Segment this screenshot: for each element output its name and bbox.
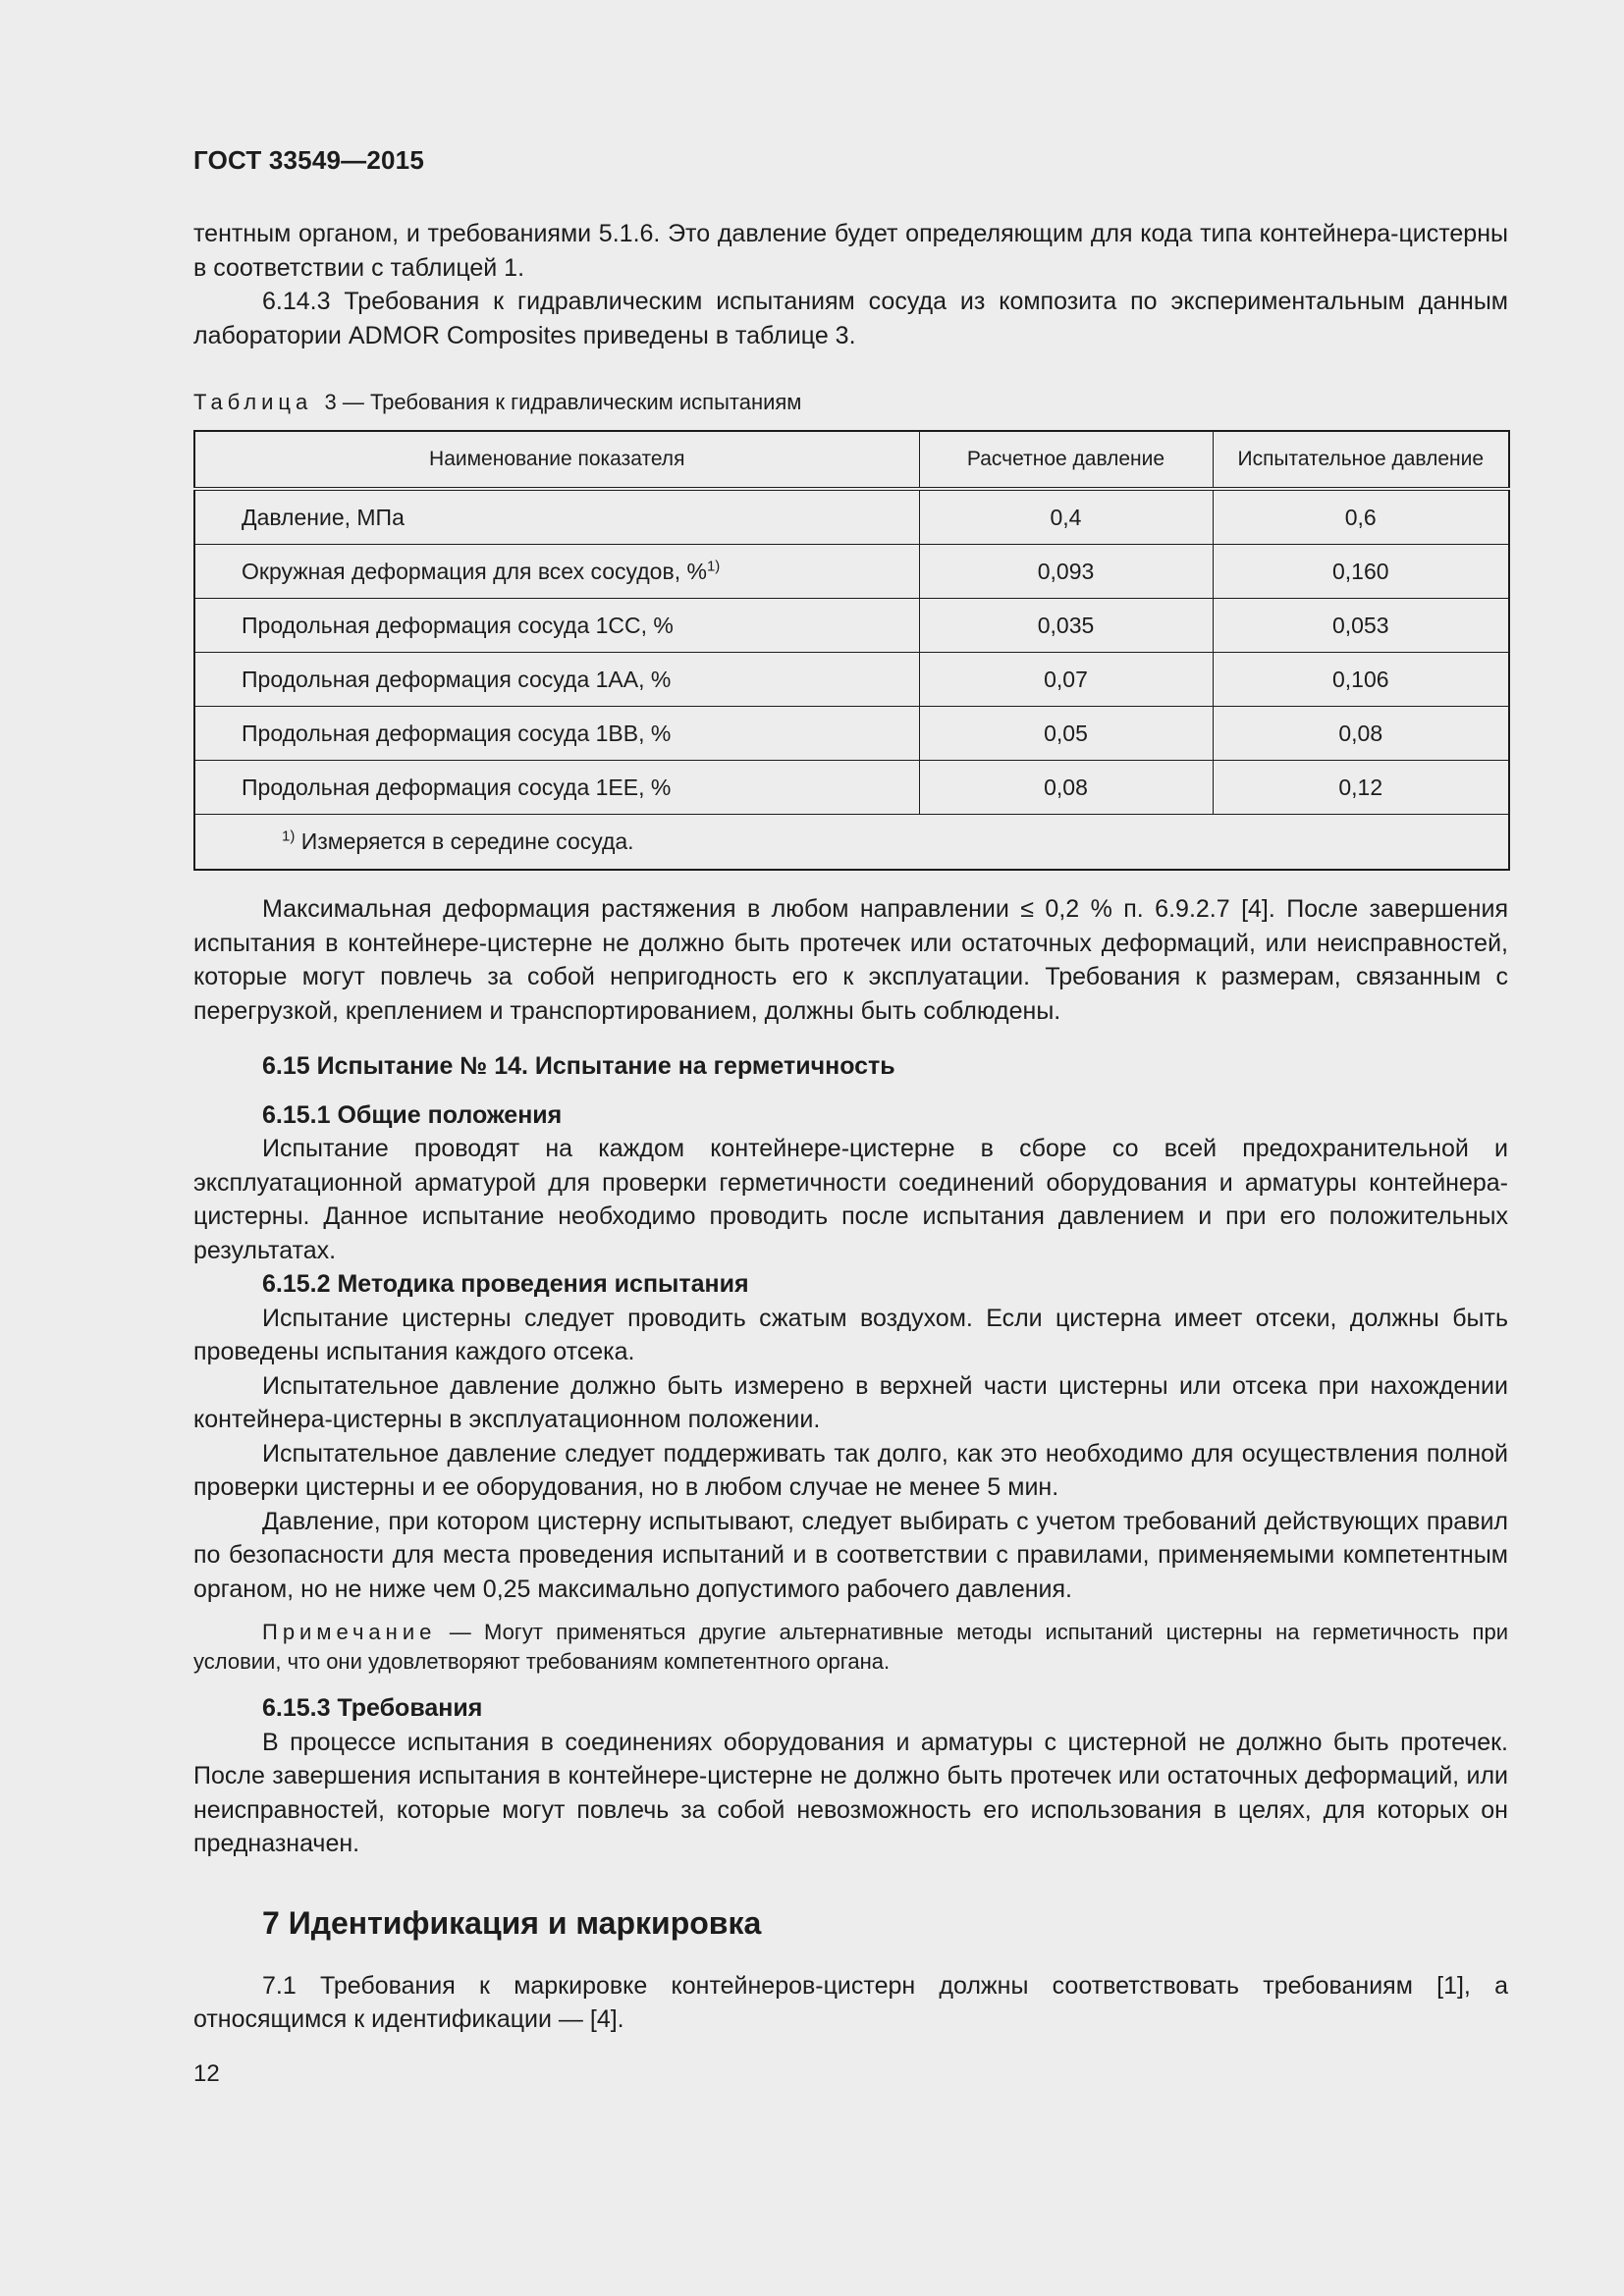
design-pressure-value: 0,05 [919, 707, 1213, 761]
paragraph-6-14-3: 6.14.3 Требования к гидравлическим испытаниям сосуда из композита по экспериментальным данным лаборатории ADMOR Composites приведены в таблице 3. [193, 288, 1508, 349]
test-pressure-value: 0,6 [1213, 489, 1509, 545]
test-pressure-value: 0,12 [1213, 761, 1509, 815]
column-header-indicator: Наименование показателя [194, 431, 919, 489]
table-row [194, 653, 1509, 707]
design-pressure-value: 0,08 [919, 761, 1213, 815]
footnote-text: Измеряется в середине сосуда. [300, 828, 634, 854]
paragraph-continuation: тентным органом, и требованиями 5.1.6. Это давление будет определяющим для кода типа контейнера-цистерны в соответствии с таблицей 1. [193, 220, 1508, 282]
table-row [194, 761, 1509, 815]
table-header-row [194, 431, 1509, 489]
section-heading-6-15: 6.15 Испытание № 14. Испытание на герметичность [262, 1052, 895, 1080]
paragraph-6-15-1: Испытание проводят на каждом контейнере-цистерне в сборе со всей предохранительной и эксплуатационной арматурой для проверки герметичности соединений оборудования и арматуры контейнера-цистерны. Данное испытание необходимо проводить после испытания давлением и при его положительных результатах. [193, 1135, 1508, 1264]
table-caption [193, 390, 1508, 415]
footnote-mark: 1) [282, 828, 296, 845]
section-heading-6-15-3: 6.15.3 Требования [262, 1694, 483, 1722]
row-label: Давление, МПа [194, 489, 919, 545]
note-text: — Могут применяться другие альтернативные методы испытаний цистерны на герметичность при условии, что они удовлетворяют требованиям компетентного органа. [193, 1620, 1508, 1674]
table-caption-text: 3 — Требования к гидравлическим испытаниям [324, 390, 802, 414]
paragraph-7-1: 7.1 Требования к маркировке контейнеров-цистерн должны соответствовать требованиям [1], а относящимся к идентификации — [4]. [193, 1971, 1508, 2033]
table-row [194, 707, 1509, 761]
page-number: 12 [193, 2059, 220, 2087]
design-pressure-value: 0,093 [919, 545, 1213, 599]
row-label: Продольная деформация сосуда 1СС, % [194, 599, 919, 653]
page-content [193, 145, 1508, 2088]
row-label: Продольная деформация сосуда 1ВВ, % [194, 707, 919, 761]
row-label: Окружная деформация для всех сосудов, %$^{1)}$ [194, 545, 919, 599]
row-label: Продольная деформация сосуда 1АА, % [194, 653, 919, 707]
note-label: Примечание [262, 1620, 437, 1644]
column-header-test-pressure: Испытательное давление [1213, 431, 1509, 489]
table-row [194, 489, 1509, 545]
test-pressure-value: 0,106 [1213, 653, 1509, 707]
chapter-heading-7: 7 Идентификация и маркировка [262, 1904, 762, 1941]
row-label: Продольная деформация сосуда 1ЕЕ, % [194, 761, 919, 815]
paragraph-6-15-2-c: Испытательное давление следует поддерживать так долго, как это необходимо для осуществления полной проверки цистерны и ее оборудования, но в любом случае не менее 5 мин. [193, 1439, 1508, 1501]
design-pressure-value: 0,4 [919, 489, 1213, 545]
paragraph-max-deformation: Максимальная деформация растяжения в любом направлении ≤ 0,2 % п. 6.9.2.7 [4]. После завершения испытания в контейнере-цистерне не должно быть протечек или остаточных деформаций, или неисправностей, которые могут повлечь за собой непригодность его к эксплуатации. Требования к размерам, связанным с перегрузкой, креплением и транспортированием, должны быть соблюдены. [193, 895, 1508, 1025]
section-heading-6-15-2: 6.15.2 Методика проведения испытания [262, 1270, 749, 1298]
table-footnote [194, 815, 1509, 871]
table-caption-word: Таблица [193, 390, 313, 414]
requirements-table [193, 430, 1510, 871]
paragraph-6-15-3: В процессе испытания в соединениях оборудования и арматуры с цистерной не должно быть протечек. После завершения испытания в контейнере-цистерне не должно быть протечек или остаточных деформаций, или неисправностей, которые могут повлечь за собой невозможность его использования в целях, для которых он предназначен. [193, 1728, 1508, 1857]
table-footnote-row [194, 815, 1509, 871]
design-pressure-value: 0,07 [919, 653, 1213, 707]
note [193, 1618, 1508, 1677]
table-row [194, 599, 1509, 653]
paragraph-6-15-2-d: Давление, при котором цистерну испытывают, следует выбирать с учетом требований действующих правил по безопасности для места проведения испытаний и в соответствии с правилами, применяемыми компетентным органом, но не ниже чем 0,25 максимально допустимого рабочего давления. [193, 1507, 1508, 1603]
test-pressure-value: 0,053 [1213, 599, 1509, 653]
footnote-ref: 1) [706, 557, 721, 574]
test-pressure-value: 0,08 [1213, 707, 1509, 761]
design-pressure-value: 0,035 [919, 599, 1213, 653]
paragraph-6-15-2-b: Испытательное давление должно быть измерено в верхней части цистерны или отсека при нахождении контейнера-цистерны в эксплуатационном положении. [193, 1371, 1508, 1433]
section-heading-6-15-1: 6.15.1 Общие положения [262, 1100, 563, 1129]
paragraph-6-15-2-a: Испытание цистерны следует проводить сжатым воздухом. Если цистерна имеет отсеки, должны быть проведены испытания каждого отсека. [193, 1304, 1508, 1365]
test-pressure-value: 0,160 [1213, 545, 1509, 599]
document-header: ГОСТ 33549—2015 [193, 145, 424, 175]
column-header-design-pressure: Расчетное давление [919, 431, 1213, 489]
table-row [194, 545, 1509, 599]
